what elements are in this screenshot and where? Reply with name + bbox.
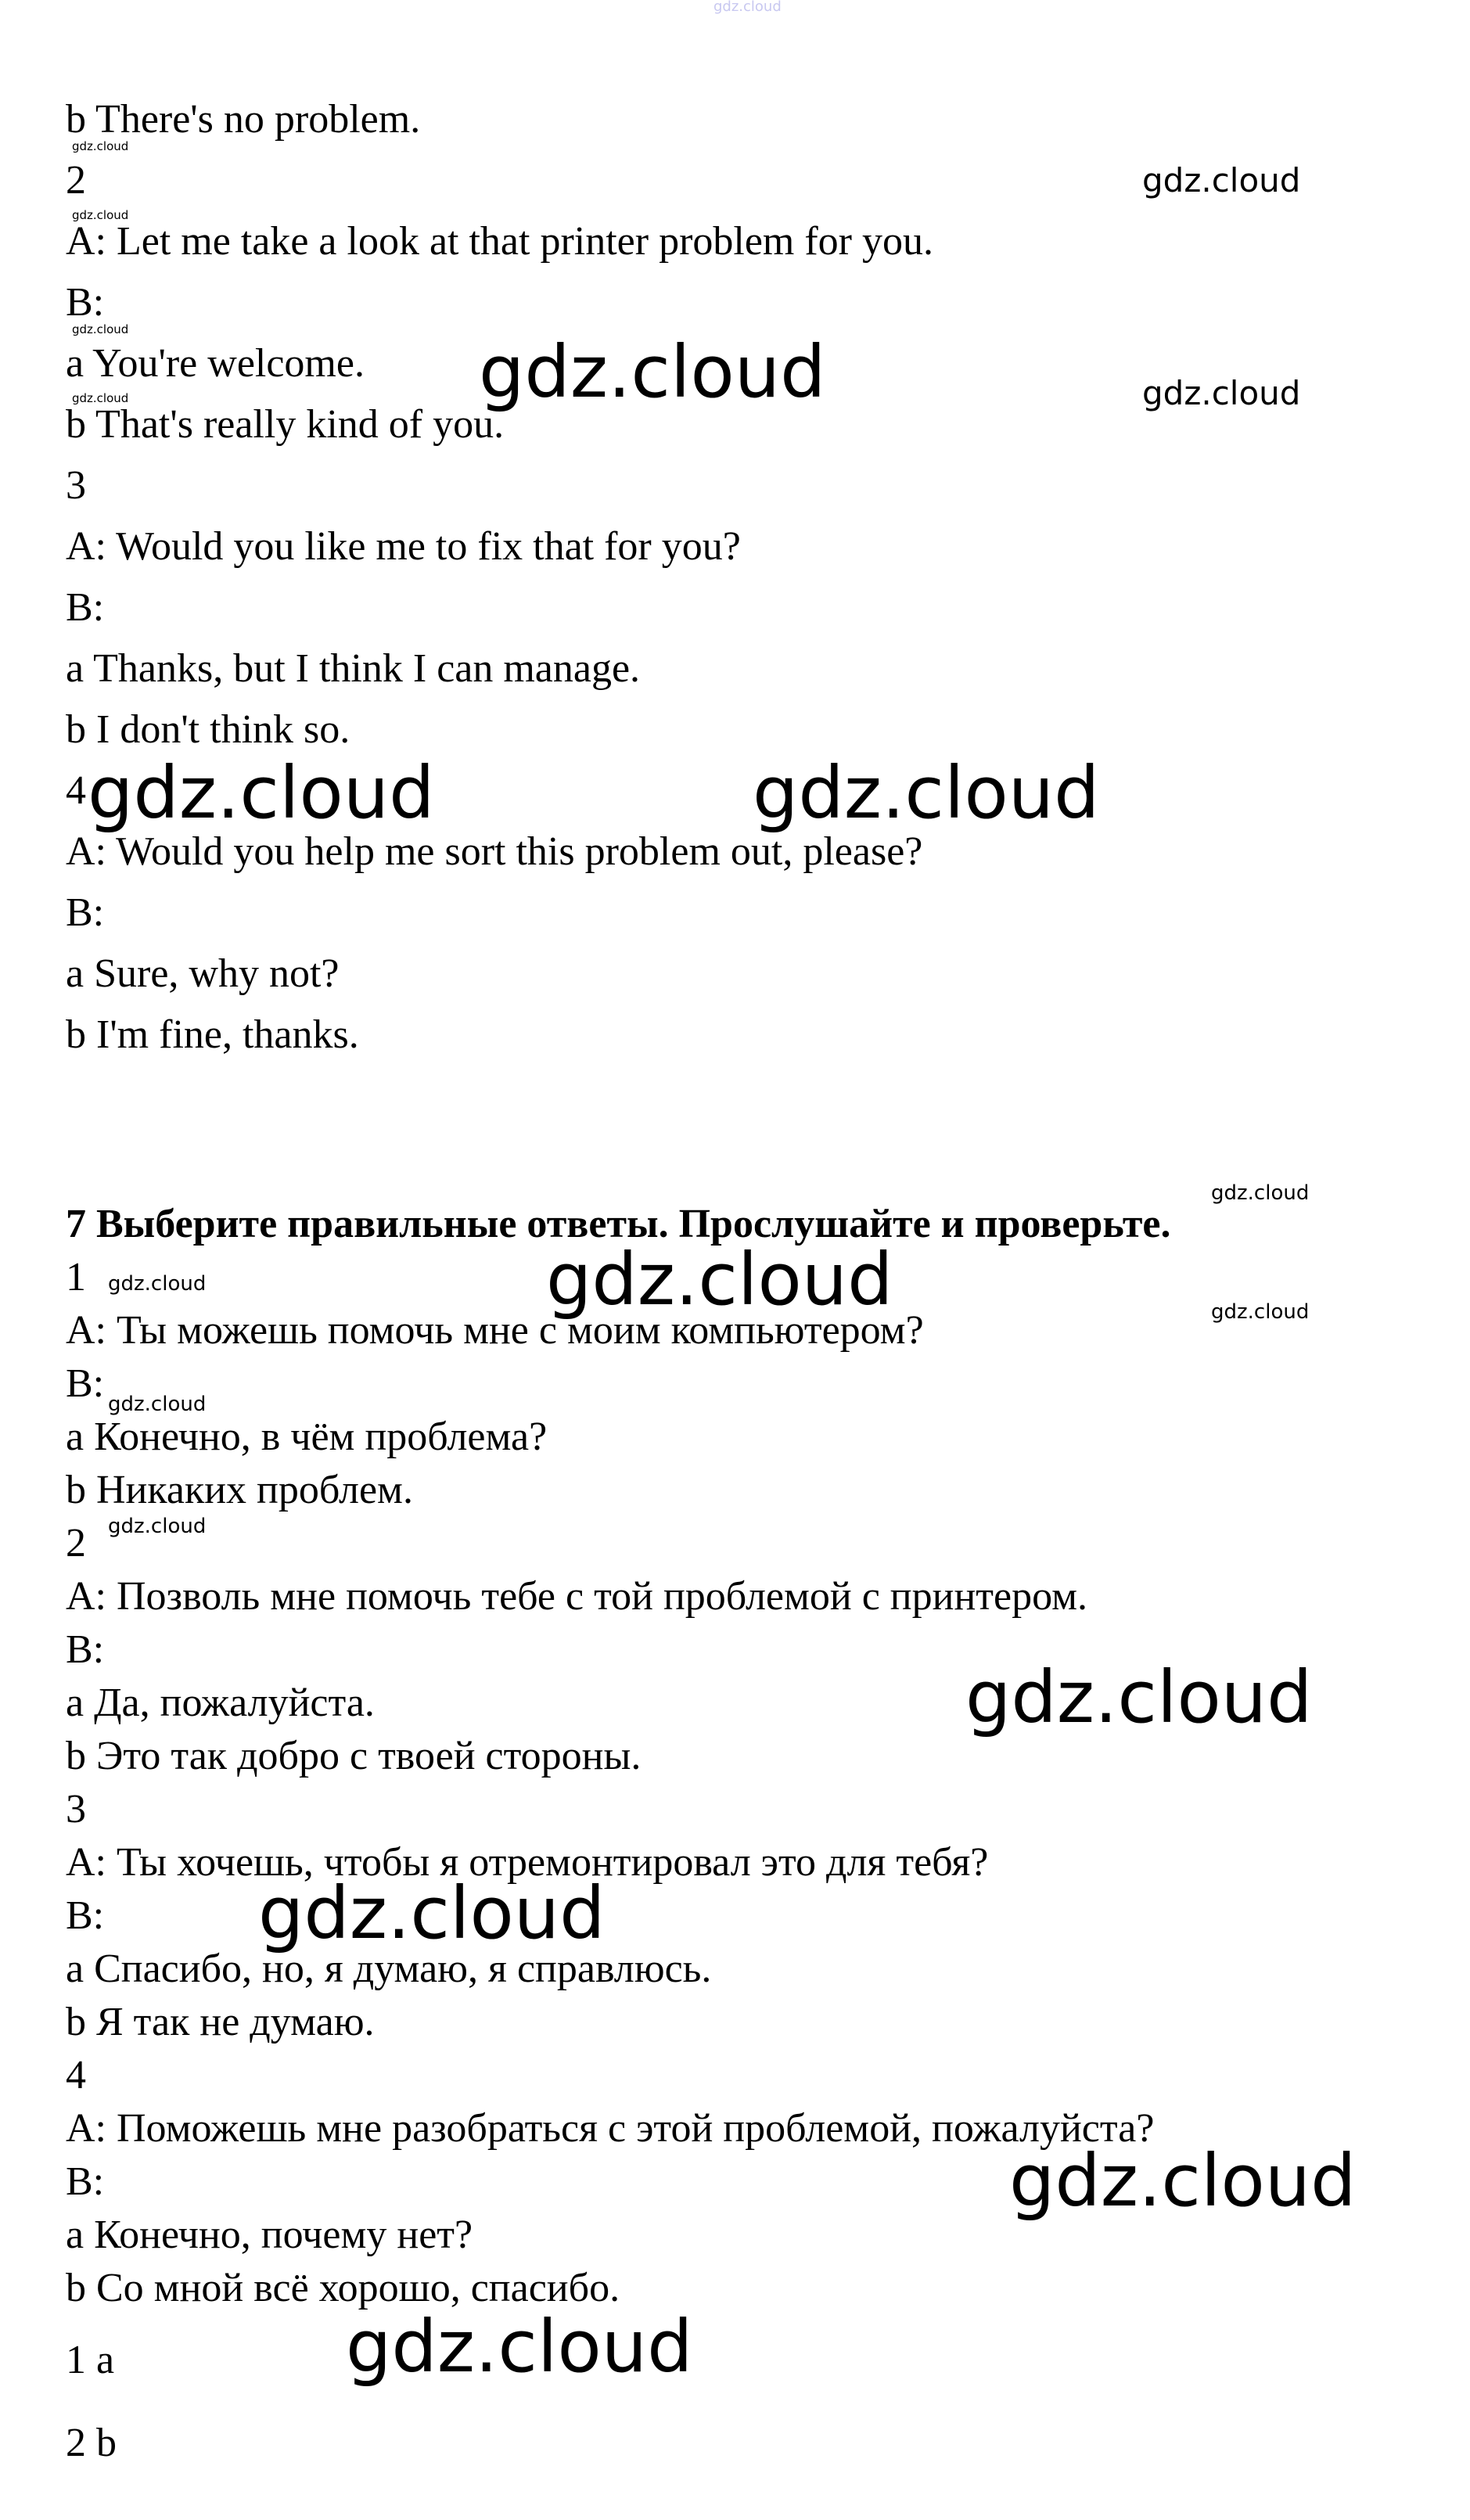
dialogue-line: b I'm fine, thanks. <box>66 1012 359 1057</box>
watermark: gdz.cloud <box>72 322 129 336</box>
dialogue-line: a Конечно, почему нет? <box>66 2213 473 2257</box>
watermark: gdz.cloud <box>1009 2139 1357 2223</box>
dialogue-line: A: Поможешь мне разобраться с этой проблемой, пожалуйста? <box>66 2106 1155 2151</box>
watermark: gdz.cloud <box>72 139 129 153</box>
watermark: gdz.cloud <box>258 1871 606 1955</box>
watermark: gdz.cloud <box>72 208 129 222</box>
item-number: 4 <box>66 768 86 813</box>
item-number: 3 <box>66 1787 86 1832</box>
dialogue-line: b Со мной всё хорошо, спасибо. <box>66 2266 620 2310</box>
watermark: gdz.cloud <box>1211 1181 1310 1205</box>
dialogue-line: b That's really kind of you. <box>66 402 505 447</box>
answer-line: 2 b <box>66 2421 117 2465</box>
watermark: gdz.cloud <box>346 2305 693 2389</box>
watermark: gdz.cloud <box>1211 1300 1310 1324</box>
dialogue-line: a Да, пожалуйста. <box>66 1681 375 1725</box>
dialogue-line: B: <box>66 2159 105 2204</box>
watermark: gdz.cloud <box>479 330 826 414</box>
dialogue-line: B: <box>66 1361 105 1406</box>
watermark: gdz.cloud <box>108 1515 207 1538</box>
watermark: gdz.cloud <box>72 391 129 405</box>
item-number: 2 <box>66 158 86 203</box>
dialogue-line: A: Ты хочешь, чтобы я отремонтировал это для тебя? <box>66 1840 989 1885</box>
dialogue-line: b I don't think so. <box>66 707 350 752</box>
dialogue-line: b There's no problem. <box>66 97 421 142</box>
item-number: 3 <box>66 463 86 508</box>
dialogue-line: B: <box>66 280 105 325</box>
section-heading: 7 Выберите правильные ответы. Прослушайте и проверьте. <box>66 1202 1171 1246</box>
dialogue-line: A: Would you help me sort this problem out, please? <box>66 829 923 874</box>
dialogue-line: A: Ты можешь помочь мне с моим компьютером? <box>66 1308 924 1353</box>
dialogue-line: A: Let me take a look at that printer problem for you. <box>66 219 933 264</box>
watermark: gdz.cloud <box>753 751 1100 835</box>
dialogue-line: b Никаких проблем. <box>66 1468 413 1512</box>
dialogue-line: B: <box>66 890 105 935</box>
dialogue-line: b Я так не думаю. <box>66 2000 375 2044</box>
watermark: gdz.cloud <box>965 1655 1313 1739</box>
dialogue-line: B: <box>66 1627 105 1672</box>
watermark-top: gdz.cloud <box>713 0 782 15</box>
dialogue-line: b Это так добро с твоей стороны. <box>66 1734 642 1778</box>
watermark: gdz.cloud <box>88 751 435 835</box>
dialogue-line: a Thanks, but I think I can manage. <box>66 646 641 691</box>
dialogue-line: A: Позволь мне помочь тебе с той проблемой с принтером. <box>66 1574 1087 1619</box>
watermark: gdz.cloud <box>546 1238 893 1321</box>
answer-line: 1 a <box>66 2338 115 2382</box>
watermark: gdz.cloud <box>108 1272 207 1296</box>
dialogue-line: a Спасибо, но, я думаю, я справлюсь. <box>66 1947 712 1991</box>
dialogue-line: a Sure, why not? <box>66 951 340 996</box>
dialogue-line: B: <box>66 1893 105 1938</box>
dialogue-line: B: <box>66 585 105 630</box>
dialogue-line: a Конечно, в чём проблема? <box>66 1415 548 1459</box>
item-number: 4 <box>66 2053 86 2098</box>
watermark: gdz.cloud <box>1142 374 1301 412</box>
dialogue-line: A: Would you like me to fix that for you? <box>66 524 741 569</box>
item-number: 1 <box>66 1255 86 1300</box>
dialogue-line: a You're welcome. <box>66 341 365 386</box>
item-number: 2 <box>66 1521 86 1566</box>
watermark: gdz.cloud <box>1142 161 1301 200</box>
watermark: gdz.cloud <box>108 1393 207 1416</box>
